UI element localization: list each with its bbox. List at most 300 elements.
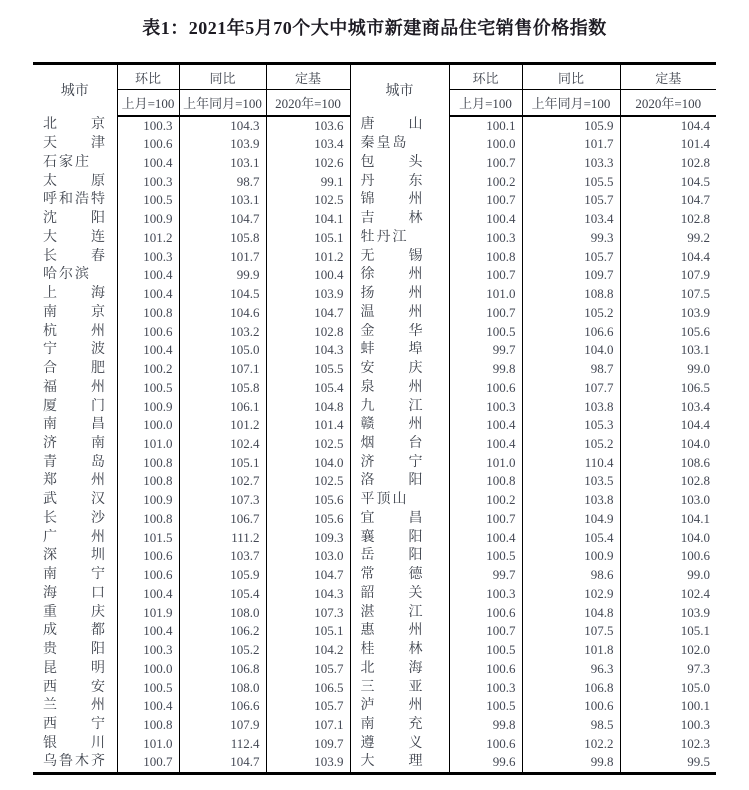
mom-cell: 100.7 [449, 266, 522, 285]
fixed-base-cell: 105.5 [266, 360, 350, 379]
mom-cell: 100.3 [117, 248, 179, 267]
mom-cell: 100.7 [449, 510, 522, 529]
fixed-base-cell: 101.2 [266, 248, 350, 267]
city-cell: 韶 关 [350, 585, 449, 604]
yoy-cell: 102.2 [522, 735, 620, 754]
fixed-base-cell: 104.7 [620, 191, 716, 210]
fixed-base-cell: 104.4 [620, 248, 716, 267]
yoy-cell: 103.8 [522, 398, 620, 417]
table-row [33, 360, 716, 379]
city-cell: 长 春 [43, 248, 107, 264]
fixed-base-cell: 103.9 [266, 753, 350, 773]
city-cell: 北 京 [43, 117, 107, 132]
table-row [33, 454, 716, 473]
subheader-yoy-left: 上年同月=100 [179, 90, 266, 116]
yoy-cell: 103.3 [522, 154, 620, 173]
mom-cell: 99.8 [449, 716, 522, 735]
yoy-cell: 109.7 [522, 266, 620, 285]
mom-cell: 100.1 [449, 116, 522, 136]
mom-cell: 100.4 [117, 154, 179, 173]
fixed-base-cell: 103.1 [620, 341, 716, 360]
table-row [33, 379, 716, 398]
city-cell: 襄 阳 [350, 529, 449, 548]
table-row [33, 753, 716, 773]
city-cell: 南 京 [43, 304, 107, 320]
fixed-base-cell: 99.0 [620, 566, 716, 585]
city-cell: 锦 州 [350, 191, 449, 210]
city-cell: 桂 林 [350, 641, 449, 660]
yoy-cell: 112.4 [179, 735, 266, 754]
fixed-base-cell: 105.6 [266, 491, 350, 510]
yoy-cell: 103.9 [179, 135, 266, 154]
table-row [33, 585, 716, 604]
fixed-base-cell: 105.6 [266, 510, 350, 529]
mom-cell: 100.6 [449, 379, 522, 398]
mom-cell: 100.3 [449, 585, 522, 604]
fixed-base-cell: 97.3 [620, 660, 716, 679]
yoy-cell: 104.9 [522, 510, 620, 529]
table-row [33, 660, 716, 679]
yoy-cell: 104.3 [179, 116, 266, 136]
fixed-base-cell: 102.5 [266, 435, 350, 454]
mom-cell: 101.0 [117, 735, 179, 754]
city-cell: 平顶山 [350, 491, 449, 510]
table-row [33, 604, 716, 623]
mom-cell: 100.6 [117, 547, 179, 566]
table-row [33, 622, 716, 641]
table-row [33, 416, 716, 435]
mom-cell: 100.3 [117, 173, 179, 192]
mom-cell: 100.4 [117, 622, 179, 641]
mom-cell: 100.2 [117, 360, 179, 379]
mom-cell: 100.8 [449, 472, 522, 491]
mom-cell: 100.0 [117, 660, 179, 679]
fixed-base-cell: 104.7 [266, 304, 350, 323]
fixed-base-cell: 99.0 [620, 360, 716, 379]
yoy-cell: 104.6 [179, 304, 266, 323]
yoy-cell: 105.9 [179, 566, 266, 585]
fixed-base-cell: 100.4 [266, 266, 350, 285]
city-cell: 济 南 [43, 435, 107, 451]
fixed-base-cell: 100.6 [620, 547, 716, 566]
city-cell: 福 州 [43, 379, 107, 395]
fixed-base-cell: 103.9 [620, 604, 716, 623]
city-cell: 无 锡 [350, 248, 449, 267]
fixed-base-cell: 104.0 [620, 435, 716, 454]
city-cell: 宜 昌 [350, 510, 449, 529]
table-row [33, 135, 716, 154]
table-header [33, 64, 716, 116]
table-body [33, 116, 716, 774]
fixed-base-cell: 105.0 [620, 679, 716, 698]
mom-cell: 101.0 [449, 454, 522, 473]
mom-cell: 100.3 [449, 229, 522, 248]
city-cell: 贵 阳 [43, 642, 107, 658]
fixed-base-cell: 109.3 [266, 529, 350, 548]
table-row [33, 154, 716, 173]
city-cell: 呼和浩特 [43, 192, 107, 208]
city-cell: 安 庆 [350, 360, 449, 379]
mom-cell: 101.0 [449, 285, 522, 304]
city-cell: 烟 台 [350, 435, 449, 454]
fixed-base-cell: 105.1 [266, 229, 350, 248]
table-row [33, 304, 716, 323]
yoy-cell: 96.3 [522, 660, 620, 679]
city-cell: 西 宁 [43, 717, 107, 732]
city-cell: 武 汉 [43, 492, 107, 508]
fixed-base-cell: 104.2 [266, 641, 350, 660]
price-index-table [33, 62, 716, 775]
fixed-base-cell: 103.0 [266, 547, 350, 566]
yoy-cell: 105.0 [179, 341, 266, 360]
fixed-base-cell: 104.3 [266, 341, 350, 360]
yoy-cell: 106.6 [179, 697, 266, 716]
mom-cell: 100.8 [117, 454, 179, 473]
fixed-base-cell: 99.5 [620, 753, 716, 773]
fixed-base-cell: 103.9 [266, 285, 350, 304]
header-yoy-left: 同比 [179, 64, 266, 90]
yoy-cell: 105.2 [522, 435, 620, 454]
yoy-cell: 101.7 [179, 248, 266, 267]
yoy-cell: 107.3 [179, 491, 266, 510]
city-cell: 深 圳 [43, 548, 107, 564]
table-row [33, 285, 716, 304]
mom-cell: 100.6 [117, 323, 179, 342]
table-row [33, 735, 716, 754]
city-cell: 惠 州 [350, 622, 449, 641]
mom-cell: 100.0 [449, 135, 522, 154]
fixed-base-cell: 107.9 [620, 266, 716, 285]
fixed-base-cell: 104.3 [266, 585, 350, 604]
city-cell: 遵 义 [350, 735, 449, 754]
city-cell: 丹 东 [350, 173, 449, 192]
yoy-cell: 107.7 [522, 379, 620, 398]
yoy-cell: 104.8 [522, 604, 620, 623]
fixed-base-cell: 102.5 [266, 191, 350, 210]
mom-cell: 100.7 [117, 753, 179, 773]
mom-cell: 100.7 [449, 622, 522, 641]
mom-cell: 100.9 [117, 398, 179, 417]
fixed-base-cell: 103.4 [266, 135, 350, 154]
table-row [33, 248, 716, 267]
yoy-cell: 103.5 [522, 472, 620, 491]
subheader-fixed-right: 2020年=100 [620, 90, 716, 116]
city-cell: 泉 州 [350, 379, 449, 398]
yoy-cell: 98.7 [522, 360, 620, 379]
mom-cell: 101.2 [117, 229, 179, 248]
city-cell: 泸 州 [350, 697, 449, 716]
fixed-base-cell: 105.7 [266, 697, 350, 716]
fixed-base-cell: 105.7 [266, 660, 350, 679]
city-cell: 天 津 [43, 136, 107, 152]
fixed-base-cell: 102.8 [620, 154, 716, 173]
yoy-cell: 100.9 [522, 547, 620, 566]
yoy-cell: 105.9 [522, 116, 620, 136]
city-cell: 蚌 埠 [350, 341, 449, 360]
yoy-cell: 106.6 [522, 323, 620, 342]
mom-cell: 100.4 [449, 210, 522, 229]
yoy-cell: 107.5 [522, 622, 620, 641]
mom-cell: 99.7 [449, 341, 522, 360]
fixed-base-cell: 102.0 [620, 641, 716, 660]
yoy-cell: 98.6 [522, 566, 620, 585]
city-cell: 石家庄 [43, 154, 91, 170]
fixed-base-cell: 102.4 [620, 585, 716, 604]
yoy-cell: 105.7 [522, 191, 620, 210]
mom-cell: 100.2 [449, 173, 522, 192]
mom-cell: 100.8 [117, 510, 179, 529]
city-cell: 湛 江 [350, 604, 449, 623]
mom-cell: 100.5 [449, 697, 522, 716]
table-row [33, 210, 716, 229]
fixed-base-cell: 105.1 [266, 622, 350, 641]
yoy-cell: 104.7 [179, 753, 266, 773]
mom-cell: 100.9 [117, 210, 179, 229]
mom-cell: 100.8 [117, 304, 179, 323]
fixed-base-cell: 106.5 [266, 679, 350, 698]
fixed-base-cell: 107.3 [266, 604, 350, 623]
mom-cell: 100.8 [117, 716, 179, 735]
fixed-base-cell: 100.3 [620, 716, 716, 735]
city-cell: 扬 州 [350, 285, 449, 304]
mom-cell: 100.3 [117, 641, 179, 660]
table-row [33, 229, 716, 248]
yoy-cell: 100.6 [522, 697, 620, 716]
table-row [33, 398, 716, 417]
mom-cell: 100.4 [117, 585, 179, 604]
fixed-base-cell: 104.0 [620, 529, 716, 548]
fixed-base-cell: 109.7 [266, 735, 350, 754]
city-cell: 大 连 [43, 229, 107, 245]
fixed-base-cell: 104.5 [620, 173, 716, 192]
table-row [33, 491, 716, 510]
fixed-base-cell: 103.4 [620, 398, 716, 417]
city-cell: 三 亚 [350, 679, 449, 698]
fixed-base-cell: 103.9 [620, 304, 716, 323]
fixed-base-cell: 101.4 [620, 135, 716, 154]
yoy-cell: 103.1 [179, 191, 266, 210]
table-row [33, 641, 716, 660]
table-row [33, 435, 716, 454]
mom-cell: 100.5 [449, 323, 522, 342]
city-cell: 大 理 [350, 753, 449, 773]
city-cell: 牡丹江 [350, 229, 449, 248]
fixed-base-cell: 102.8 [620, 472, 716, 491]
yoy-cell: 101.2 [179, 416, 266, 435]
city-cell: 银 川 [43, 735, 107, 751]
fixed-base-cell: 99.1 [266, 173, 350, 192]
table-title: 表1：2021年5月70个大中城市新建商品住宅销售价格指数 [142, 18, 607, 38]
table-row [33, 323, 716, 342]
yoy-cell: 101.7 [522, 135, 620, 154]
city-cell: 海 口 [43, 585, 107, 601]
fixed-base-cell: 108.6 [620, 454, 716, 473]
mom-cell: 100.9 [117, 491, 179, 510]
fixed-base-cell: 102.3 [620, 735, 716, 754]
fixed-base-cell: 105.4 [266, 379, 350, 398]
fixed-base-cell: 104.1 [620, 510, 716, 529]
fixed-base-cell: 106.5 [620, 379, 716, 398]
mom-cell: 99.6 [449, 753, 522, 773]
yoy-cell: 105.5 [522, 173, 620, 192]
fixed-base-cell: 105.1 [620, 622, 716, 641]
table-row [33, 566, 716, 585]
fixed-base-cell: 102.8 [620, 210, 716, 229]
header-yoy-right: 同比 [522, 64, 620, 90]
table-row [33, 341, 716, 360]
yoy-cell: 103.1 [179, 154, 266, 173]
city-cell: 济 宁 [350, 454, 449, 473]
yoy-cell: 105.8 [179, 379, 266, 398]
city-cell: 北 海 [350, 660, 449, 679]
yoy-cell: 106.1 [179, 398, 266, 417]
yoy-cell: 99.8 [522, 753, 620, 773]
city-cell: 昆 明 [43, 660, 107, 676]
subheader-mom-right: 上月=100 [449, 90, 522, 116]
table-row [33, 191, 716, 210]
mom-cell: 101.9 [117, 604, 179, 623]
mom-cell: 100.0 [117, 416, 179, 435]
city-cell: 徐 州 [350, 266, 449, 285]
city-cell: 洛 阳 [350, 472, 449, 491]
city-cell: 唐 山 [350, 116, 449, 136]
mom-cell: 100.6 [449, 735, 522, 754]
yoy-cell: 98.7 [179, 173, 266, 192]
yoy-cell: 105.3 [522, 416, 620, 435]
yoy-cell: 108.0 [179, 679, 266, 698]
fixed-base-cell: 102.6 [266, 154, 350, 173]
yoy-cell: 103.4 [522, 210, 620, 229]
yoy-cell: 104.7 [179, 210, 266, 229]
fixed-base-cell: 101.4 [266, 416, 350, 435]
city-cell: 宁 波 [43, 342, 107, 358]
city-cell: 兰 州 [43, 698, 107, 714]
city-cell: 成 都 [43, 623, 107, 639]
fixed-base-cell: 107.5 [620, 285, 716, 304]
yoy-cell: 103.7 [179, 547, 266, 566]
city-cell: 厦 门 [43, 398, 107, 414]
mom-cell: 100.5 [117, 191, 179, 210]
mom-cell: 100.6 [117, 566, 179, 585]
fixed-base-cell: 104.4 [620, 416, 716, 435]
mom-cell: 100.4 [449, 416, 522, 435]
table-row [33, 116, 716, 136]
mom-cell: 100.3 [449, 679, 522, 698]
city-cell: 重 庆 [43, 604, 107, 620]
city-cell: 合 肥 [43, 361, 107, 377]
mom-cell: 100.7 [449, 304, 522, 323]
yoy-cell: 104.5 [179, 285, 266, 304]
city-cell: 西 安 [43, 679, 107, 695]
yoy-cell: 105.8 [179, 229, 266, 248]
mom-cell: 100.7 [449, 191, 522, 210]
table-row [33, 266, 716, 285]
header-city-left: 城市 [60, 84, 89, 100]
mom-cell: 100.6 [449, 604, 522, 623]
city-cell: 南 昌 [43, 417, 107, 433]
mom-cell: 100.6 [449, 660, 522, 679]
yoy-cell: 105.1 [179, 454, 266, 473]
yoy-cell: 103.2 [179, 323, 266, 342]
mom-cell: 99.7 [449, 566, 522, 585]
city-cell: 太 原 [43, 173, 107, 189]
mom-cell: 100.2 [449, 491, 522, 510]
fixed-base-cell: 103.0 [620, 491, 716, 510]
yoy-cell: 105.2 [179, 641, 266, 660]
city-cell: 南 充 [350, 716, 449, 735]
mom-cell: 101.0 [117, 435, 179, 454]
yoy-cell: 99.9 [179, 266, 266, 285]
city-cell: 温 州 [350, 304, 449, 323]
city-cell: 赣 州 [350, 416, 449, 435]
table-row [33, 472, 716, 491]
table-row [33, 547, 716, 566]
mom-cell: 101.5 [117, 529, 179, 548]
yoy-cell: 102.9 [522, 585, 620, 604]
yoy-cell: 104.0 [522, 341, 620, 360]
mom-cell: 100.5 [117, 379, 179, 398]
yoy-cell: 105.4 [522, 529, 620, 548]
yoy-cell: 102.4 [179, 435, 266, 454]
mom-cell: 99.8 [449, 360, 522, 379]
city-cell: 青 岛 [43, 454, 107, 470]
mom-cell: 100.7 [449, 154, 522, 173]
city-cell: 哈尔滨 [43, 267, 91, 283]
fixed-base-cell: 102.5 [266, 472, 350, 491]
header-fixed-right: 定基 [620, 64, 716, 90]
table-row [33, 529, 716, 548]
table-row [33, 510, 716, 529]
fixed-base-cell: 100.1 [620, 697, 716, 716]
header-fixed-left: 定基 [266, 64, 350, 90]
mom-cell: 100.4 [117, 285, 179, 304]
fixed-base-cell: 105.6 [620, 323, 716, 342]
city-cell: 上 海 [43, 286, 107, 302]
yoy-cell: 105.2 [522, 304, 620, 323]
fixed-base-cell: 104.0 [266, 454, 350, 473]
fixed-base-cell: 107.1 [266, 716, 350, 735]
yoy-cell: 111.2 [179, 529, 266, 548]
yoy-cell: 106.8 [179, 660, 266, 679]
mom-cell: 100.5 [449, 547, 522, 566]
city-cell: 吉 林 [350, 210, 449, 229]
yoy-cell: 99.3 [522, 229, 620, 248]
yoy-cell: 108.0 [179, 604, 266, 623]
yoy-cell: 110.4 [522, 454, 620, 473]
yoy-cell: 105.4 [179, 585, 266, 604]
fixed-base-cell: 103.6 [266, 116, 350, 136]
city-cell: 郑 州 [43, 473, 107, 489]
city-cell: 金 华 [350, 323, 449, 342]
mom-cell: 100.3 [117, 116, 179, 136]
mom-cell: 100.5 [449, 641, 522, 660]
subheader-mom-left: 上月=100 [117, 90, 179, 116]
mom-cell: 100.4 [117, 697, 179, 716]
city-cell: 秦皇岛 [350, 135, 449, 154]
city-cell: 长 沙 [43, 510, 107, 526]
yoy-cell: 107.9 [179, 716, 266, 735]
city-cell: 南 宁 [43, 567, 107, 583]
mom-cell: 100.3 [449, 398, 522, 417]
yoy-cell: 107.1 [179, 360, 266, 379]
table-row [33, 716, 716, 735]
header-city-right: 城市 [350, 64, 449, 116]
fixed-base-cell: 104.1 [266, 210, 350, 229]
mom-cell: 100.4 [449, 529, 522, 548]
yoy-cell: 103.8 [522, 491, 620, 510]
city-cell: 乌鲁木齐 [43, 754, 107, 770]
yoy-cell: 105.7 [522, 248, 620, 267]
